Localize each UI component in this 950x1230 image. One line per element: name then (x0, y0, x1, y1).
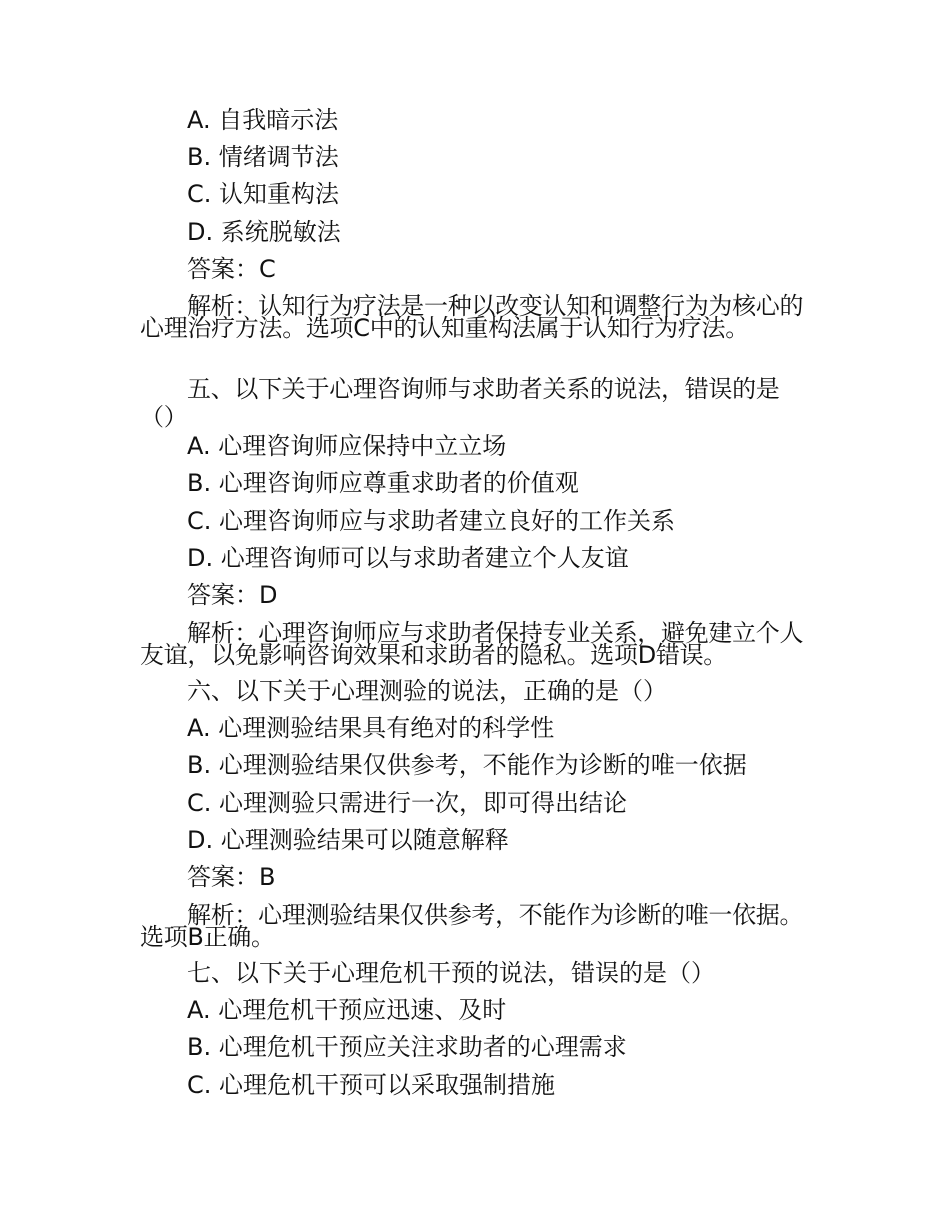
q7-option-c: C. 心理危机干预可以采取强制措施 (187, 1071, 556, 1099)
q5-analysis: 解析：心理咨询师应与求助者保持专业关系，避免建立个人友谊，以免影响咨询效果和求助者的隐私。选项D错误。 (140, 619, 804, 669)
q6-option-d: D. 心理测验结果可以随意解释 (187, 826, 509, 854)
q5-option-a: A. 心理咨询师应保持中立立场 (187, 432, 507, 460)
q4-analysis: 解析：认知行为疗法是一种以改变认知和调整行为为核心的心理治疗方法。选项C中的认知重构法属于认知行为疗法。 (140, 292, 804, 342)
q5-answer: 答案：D (187, 581, 278, 609)
q6-answer: 答案：B (187, 863, 276, 891)
q6-option-a: A. 心理测验结果具有绝对的科学性 (187, 714, 555, 742)
q6-analysis: 解析：心理测验结果仅供参考，不能作为诊断的唯一依据。选项B正确。 (140, 901, 804, 951)
q6-option-b: B. 心理测验结果仅供参考，不能作为诊断的唯一依据 (187, 751, 747, 779)
q5-option-b: B. 心理咨询师应尊重求助者的价值观 (187, 469, 579, 497)
q5-option-c: C. 心理咨询师应与求助者建立良好的工作关系 (187, 507, 676, 535)
q5-option-d: D. 心理咨询师可以与求助者建立个人友谊 (187, 544, 629, 572)
q4-option-b: B. 情绪调节法 (187, 143, 339, 171)
q7-question: 七、以下关于心理危机干预的说法，错误的是（） (187, 959, 715, 987)
q4-option-c: C. 认知重构法 (187, 180, 340, 208)
q7-option-a: A. 心理危机干预应迅速、及时 (187, 996, 507, 1024)
q5-question: 五、以下关于心理咨询师与求助者关系的说法，错误的是（） (140, 375, 780, 431)
q4-option-d: D. 系统脱敏法 (187, 218, 341, 246)
q4-option-a: A. 自我暗示法 (187, 106, 339, 134)
q4-answer: 答案：C (187, 255, 276, 283)
q6-question: 六、以下关于心理测验的说法，正确的是（） (187, 677, 667, 705)
q6-option-c: C. 心理测验只需进行一次，即可得出结论 (187, 789, 628, 817)
q7-option-b: B. 心理危机干预应关注求助者的心理需求 (187, 1033, 627, 1061)
